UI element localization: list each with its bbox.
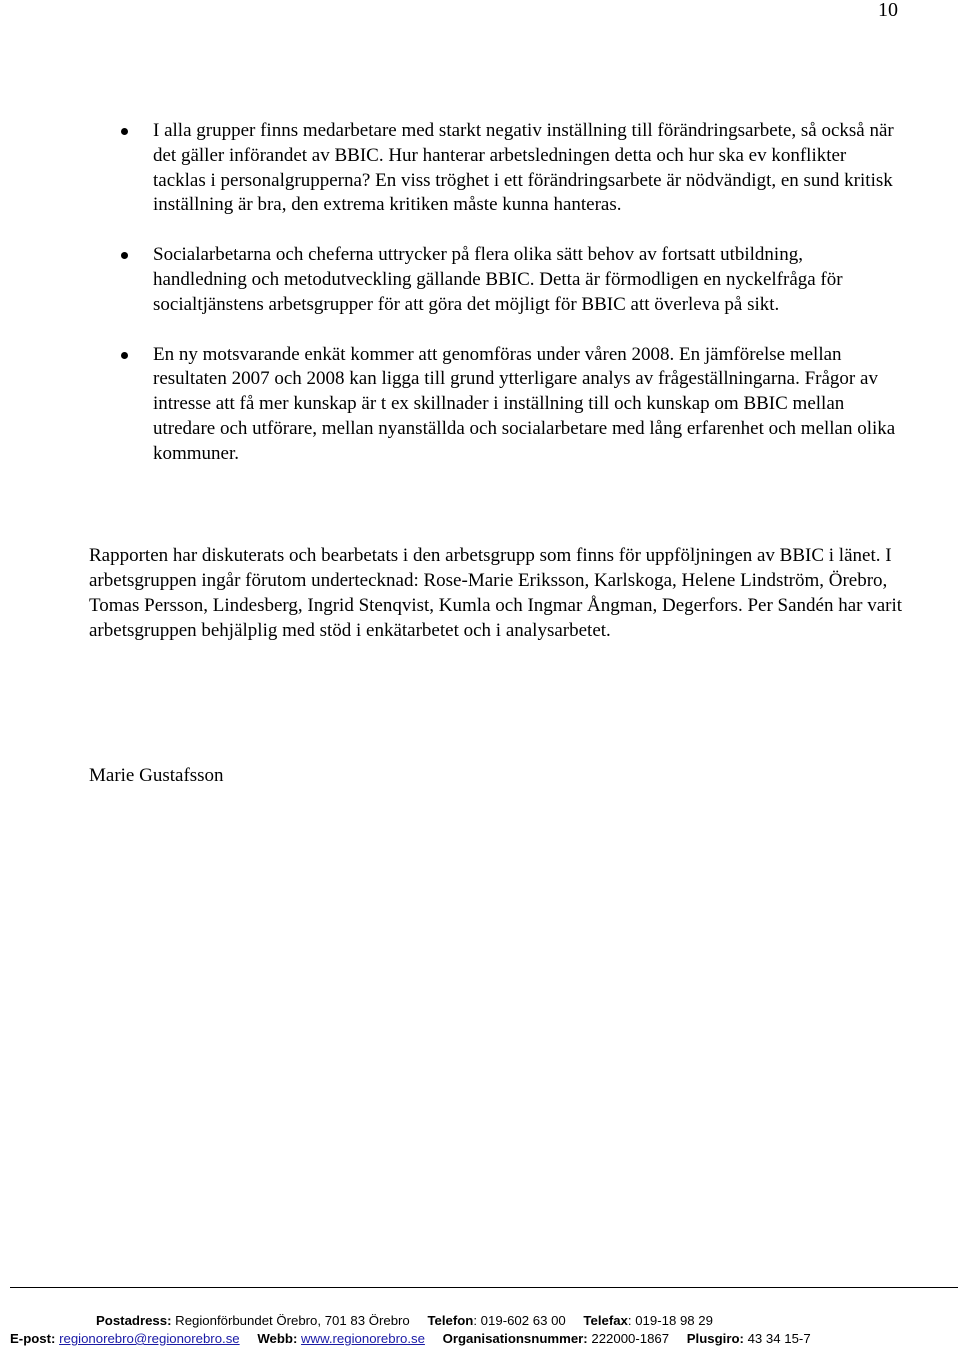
postal-label: Postadress: (96, 1313, 172, 1328)
bullet-icon (121, 352, 128, 359)
bullet-text: En ny motsvarande enkät kommer att genomföras under våren 2008. En jämförelse mellan resultaten 2007 och 2008 kan ligga till grund ytterligare analys av frågeställningarna. Frågor av intresse att få mer kunskap är t ex skillnader i inställning till och kunskap om BBIC mellan utredare och utförare, mellan nyanställda och socialarbetare med lång erfarenhet och mellan olika kommuner. (153, 343, 896, 464)
footer-contact-line (96, 1313, 713, 1329)
bullet-item (0, 343, 960, 467)
fax-label: Telefax (583, 1313, 628, 1328)
footer-identity-line (10, 1331, 811, 1347)
signature-name: Marie Gustafsson (89, 765, 224, 786)
bullet-item (0, 243, 960, 317)
plusgiro-number: 43 34 15-7 (747, 1331, 811, 1346)
bullet-text: Socialarbetarna och cheferna uttrycker på flera olika sätt behov av fortsatt utbildning, handledning och metodutveckling gällande BBIC. Detta är förmodligen en nyckelfråga för socialtjänstens arbetsgrupper för att göra det möjligt för BBIC att överleva på sikt. (153, 244, 843, 315)
phone-number: : 019-602 63 00 (473, 1313, 566, 1328)
email-link[interactable]: regionorebro@regionorebro.se (59, 1331, 240, 1346)
fax-number: : 019-18 98 29 (627, 1313, 713, 1328)
page-number: 10 (878, 0, 898, 21)
org-number: 222000-1867 (591, 1331, 670, 1346)
email-label: E-post: (10, 1331, 56, 1346)
bullet-item (0, 119, 960, 218)
bullet-text: I alla grupper finns medarbetare med starkt negativ inställning till förändringsarbete, så också när det gäller införandet av BBIC. Hur hanterar arbetsledningen detta och hur ska ev konflikter tacklas i personalgrupperna? En viss tröghet i ett förändringsarbete är nödvändigt, en sund kritisk inställning är bra, den extrema kritiken måste kunna hanteras. (153, 120, 894, 216)
footer-divider (10, 1287, 958, 1288)
postal-address: Regionförbundet Örebro, 701 83 Örebro (175, 1313, 410, 1328)
web-link[interactable]: www.regionorebro.se (301, 1331, 425, 1346)
phone-label: Telefon (427, 1313, 474, 1328)
bullet-icon (121, 252, 128, 259)
bullet-list (0, 119, 960, 492)
org-number-label: Organisationsnummer: (442, 1331, 588, 1346)
web-label: Webb: (257, 1331, 298, 1346)
body-paragraph: Rapporten har diskuterats och bearbetats i den arbetsgrupp som finns för uppföljningen av BBIC i länet. I arbetsgruppen ingår förutom undertecknad: Rose-Marie Eriksson, Karlskoga, Helene Lindström, Örebro, Tomas Persson, Lindesberg, Ingrid Stenqvist, Kumla och Ingmar Ångman, Degerfors. Per Sandén har varit arbetsgruppen behjälplig med stöd i enkätarbetet och i analysarbetet. (89, 545, 903, 641)
bullet-icon (121, 128, 128, 135)
plusgiro-label: Plusgiro: (686, 1331, 744, 1346)
